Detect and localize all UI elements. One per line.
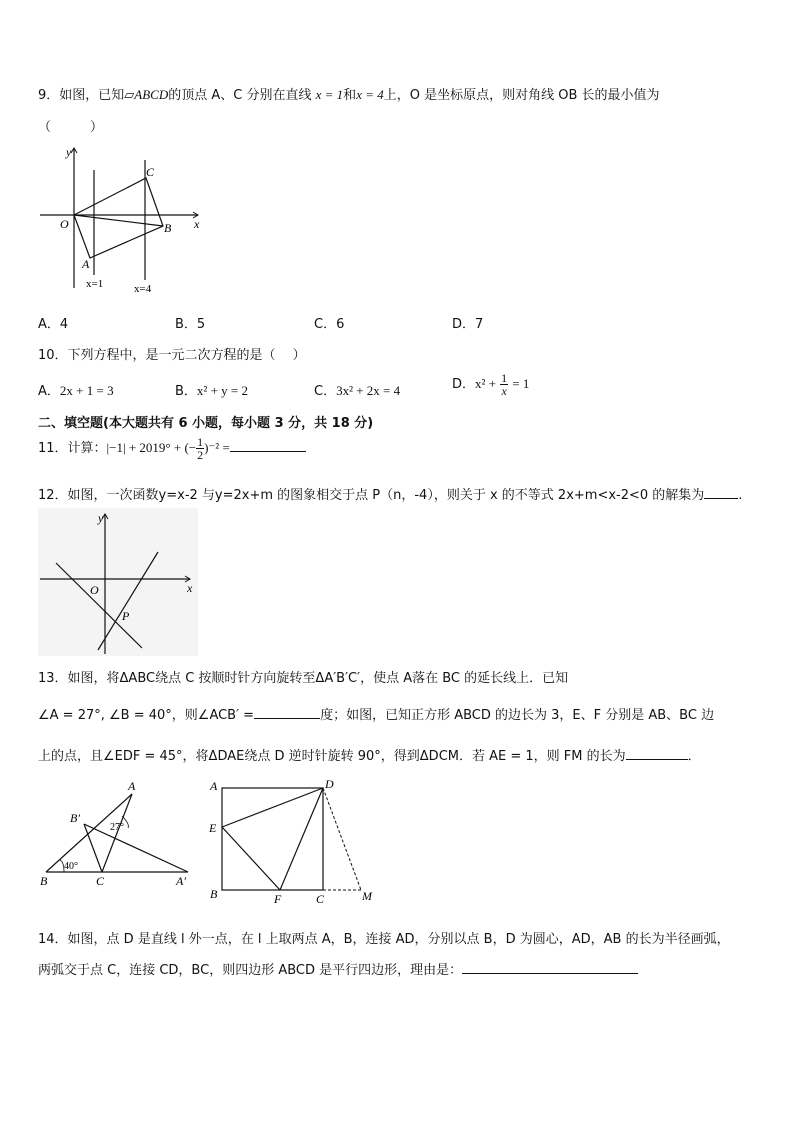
q10-option-c	[314, 380, 400, 399]
q10-option-b	[175, 380, 248, 399]
q14-line1: 14．如图，点 D 是直线 l 外一点，在 l 上取两点 A，B，连接 AD，分别以点 B，D 为圆心，AD，AB 的长为半径画弧，	[38, 932, 730, 947]
q12-figure-bg	[38, 508, 198, 656]
q10-option-d-label: D．	[452, 377, 476, 392]
q10-option-d-post: = 1	[512, 376, 530, 391]
q9-label-l1: x=1	[86, 278, 104, 290]
q9-line2: x = 4	[356, 87, 384, 102]
q10-option-d	[452, 372, 529, 397]
q13-figure-square	[204, 776, 384, 906]
q11-answer-blank[interactable]	[230, 439, 306, 452]
q9-stem-post: 上，O 是坐标原点，则对角线 OB 长的最小值为	[383, 88, 660, 103]
q10-option-a	[38, 380, 114, 399]
q9-parallelogram-shape	[74, 178, 163, 258]
q13-fig1-label-a: A	[128, 780, 136, 793]
q9-label-l2: x=4	[134, 283, 152, 295]
q11	[38, 436, 306, 461]
q13-line2-b: 度；如图，已知正方形 ABCD 的边长为 3，E、F 分别是 AB、BC 边	[320, 708, 715, 723]
q10-option-b-label: B．	[175, 384, 197, 399]
q10-option-c-label: C．	[314, 384, 337, 399]
q9-label-c: C	[146, 165, 155, 179]
q13-side-ac	[102, 794, 132, 872]
q13-fig2-label-c: C	[316, 892, 325, 906]
q9-stem-pre: 9．如图，已知	[38, 88, 125, 103]
section-fill-blank-header: 二、填空题(本大题共有 6 小题，每小题 3 分，共 18 分)	[38, 416, 374, 431]
q13-line1: 13．如图，将ΔABC绕点 C 按顺时针方向旋转至ΔA′B′C′，使点 A落在 BC 的延长线上．已知	[38, 671, 569, 686]
q12-stem-text: 12．如图，一次函数y=x-2 与y=2x+m 的图象相交于点 P（n，-4），则关于 x 的不等式 2x+m<x-2<0 的解集为	[38, 488, 705, 503]
q10-option-d-fraction	[500, 372, 508, 397]
q13-fig1-angle-27: 27°	[110, 822, 124, 833]
q13-fig2-label-d: D	[325, 777, 334, 791]
q13-line2-a: ∠A = 27°, ∠B = 40°，则∠ACB′ =	[38, 708, 255, 723]
q13-fig2-label-b: B	[210, 887, 218, 901]
q13-segment-ed	[222, 788, 323, 827]
q14-line2-text: 两弧交于点 C，连接 CD，BC，则四边形 ABCD 是平行四边形，理由是：	[38, 963, 463, 978]
q9-option-d: D．7	[452, 317, 484, 332]
q9-label-b: B	[164, 221, 172, 235]
q13-line2	[38, 704, 714, 723]
q10-stem: 10．下列方程中，是一元二次方程的是（ ）	[38, 348, 306, 363]
q9-line1: x = 1	[315, 87, 344, 102]
q13-figure-triangles	[38, 780, 198, 890]
q12-figure	[38, 508, 198, 656]
q9-stem	[38, 84, 660, 103]
q13-fig2-label-f: F	[274, 892, 282, 906]
q13-fig1-label-b: B	[40, 874, 48, 888]
q9-option-c: C．6	[314, 317, 345, 332]
q14-answer-blank[interactable]	[462, 961, 638, 974]
q11-expr2: )⁻² =	[204, 440, 230, 455]
q13-fig1-label-a2: A′	[176, 874, 186, 888]
q9-stem-mid: 的顶点 A、C 分别在直线	[168, 88, 312, 103]
q10-option-d-den: x	[501, 384, 507, 398]
q13-segment-dm	[323, 788, 361, 890]
q10-option-b-expr: x² + y = 2	[196, 383, 248, 398]
q11-pre: 11．计算：	[38, 441, 107, 456]
q9-label-a: A	[82, 257, 90, 271]
q13-fig1-label-c: C	[96, 874, 105, 888]
q9-label-x: x	[194, 217, 200, 231]
q9-parallelogram: ▱ABCD	[124, 87, 169, 102]
q9-and: 和	[343, 88, 357, 103]
q12-label-y: y	[98, 511, 104, 525]
q12-answer-blank[interactable]	[704, 486, 738, 499]
q13-segment-ef	[222, 827, 280, 890]
q11-den: 2	[197, 448, 204, 462]
q10-option-c-expr: 3x² + 2x = 4	[336, 383, 401, 398]
q14-line2	[38, 959, 638, 978]
q13-fig2-label-m: M	[362, 889, 372, 903]
q9-label-y: y	[66, 145, 72, 159]
q9-option-a: A．4	[38, 317, 69, 332]
q13-square	[222, 788, 323, 890]
q10-option-d-pre: x² +	[475, 376, 496, 391]
q12-label-o: O	[90, 583, 99, 597]
q13-fig1-label-b2: B′	[70, 811, 80, 825]
q12-label-p: P	[122, 609, 130, 623]
q12-stem	[38, 484, 742, 503]
q13-answer-blank-1[interactable]	[254, 706, 320, 719]
q9-figure	[38, 140, 213, 300]
q13-fig1-angle-40: 40°	[64, 861, 78, 872]
q11-fraction	[196, 436, 204, 461]
q13-side-ba	[46, 794, 132, 872]
q13-segment-fd	[280, 788, 323, 890]
q13-fig2-label-a: A	[210, 779, 218, 793]
q10-option-a-expr: 2x + 1 = 3	[59, 383, 114, 398]
q13-line3-end: ．	[687, 749, 701, 764]
q13-fig2-label-e: E	[209, 821, 217, 835]
q11-num: 1	[197, 435, 204, 449]
q13-answer-blank-2[interactable]	[626, 747, 688, 760]
q10-option-d-num: 1	[501, 371, 508, 385]
q9-paren: （ ）	[38, 120, 104, 135]
q12-end: .	[738, 488, 743, 503]
q9-diagonal-ob	[74, 215, 163, 226]
q13-line3-a: 上的点，且∠EDF = 45°，将ΔDAE绕点 D 逆时针旋转 90°，得到ΔDCM．若 AE = 1，则 FM 的长为	[38, 749, 626, 764]
q13-line3	[38, 745, 701, 764]
q9-option-b: B．5	[175, 317, 206, 332]
q9-label-o: O	[60, 217, 69, 231]
q10-option-a-label: A．	[38, 384, 60, 399]
q11-expr1: |−1| + 2019° + (−	[106, 440, 197, 455]
q12-label-x: x	[187, 581, 193, 595]
